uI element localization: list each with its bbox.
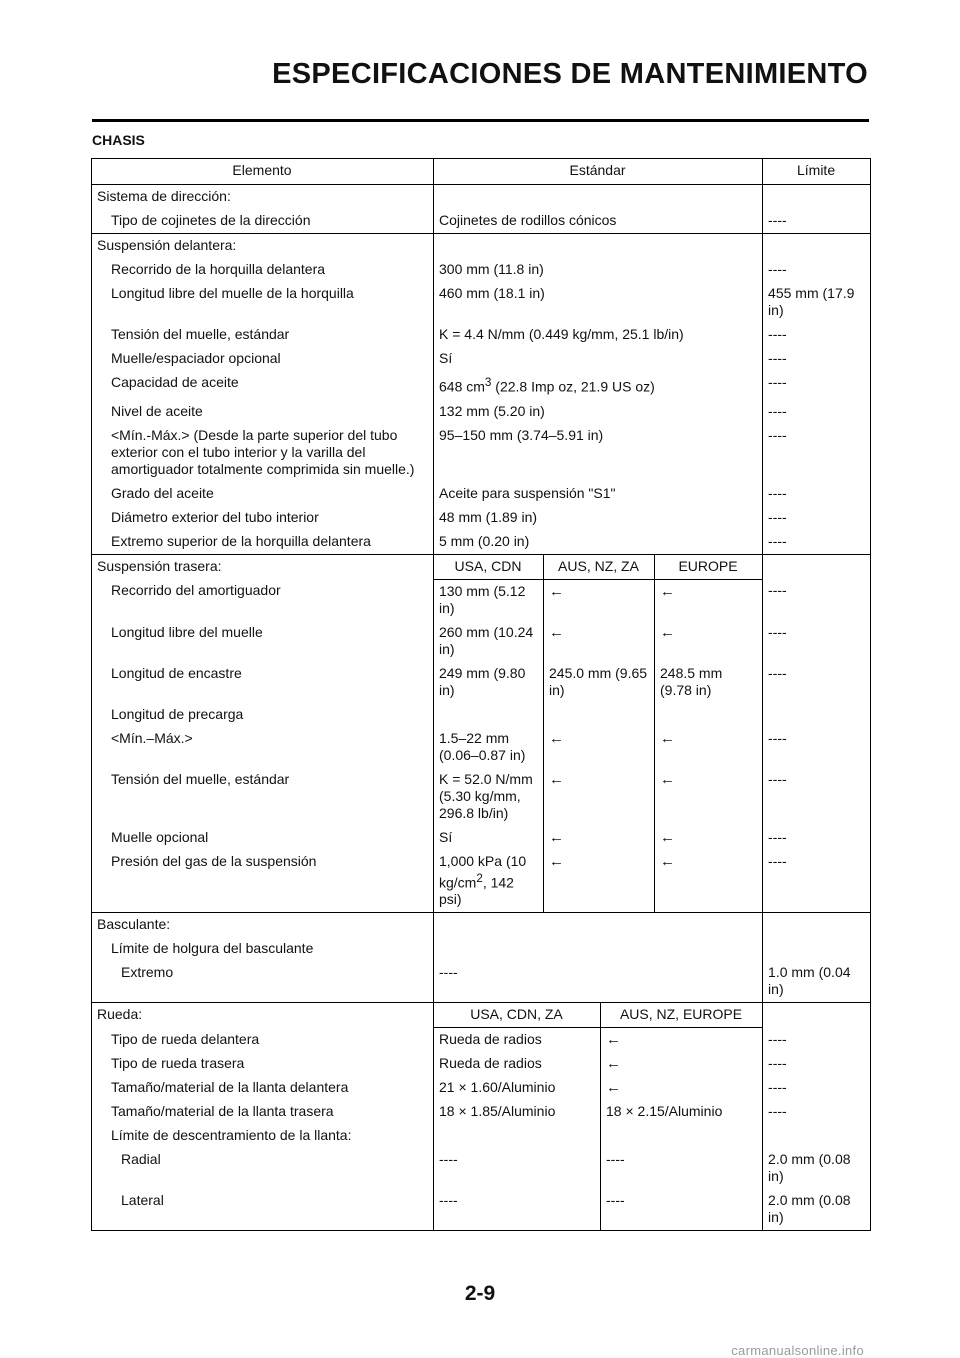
table-row	[92, 424, 871, 482]
row-label: Límite de descentramiento de la llanta:	[92, 1124, 434, 1148]
row-standard: 460 mm (18.1 in)	[434, 282, 763, 323]
region-header: AUS, NZ, EUROPE	[601, 1003, 763, 1028]
table-row	[92, 1028, 871, 1053]
row-label: Muelle/espaciador opcional	[92, 347, 434, 371]
table-row	[92, 850, 871, 913]
row-label: Radial	[92, 1148, 434, 1189]
table-row	[92, 826, 871, 850]
row-limit: ----	[763, 727, 871, 768]
group-swingarm	[92, 913, 871, 1003]
row-limit: ----	[763, 424, 871, 482]
same-as-arrow: ←	[655, 826, 763, 850]
table-row	[92, 913, 871, 938]
row-label: Nivel de aceite	[92, 400, 434, 424]
group-label: Suspensión trasera:	[92, 554, 434, 579]
row-limit: ----	[763, 1100, 871, 1124]
table-row	[92, 961, 871, 1003]
table-row	[92, 234, 871, 259]
row-value-region1: K = 52.0 N/mm (5.30 kg/mm, 296.8 lb/in)	[434, 768, 544, 826]
row-label: Tipo de rueda delantera	[92, 1028, 434, 1053]
row-limit: ----	[763, 530, 871, 555]
table-row	[92, 727, 871, 768]
region-header: EUROPE	[655, 554, 763, 579]
header-limit: Límite	[763, 159, 871, 185]
row-value-region1: Rueda de radios	[434, 1028, 601, 1053]
same-as-arrow: ←	[601, 1076, 763, 1100]
table-row	[92, 323, 871, 347]
row-label: Tipo de cojinetes de la dirección	[92, 209, 434, 234]
row-standard	[434, 371, 763, 400]
table-row	[92, 482, 871, 506]
row-limit: ----	[763, 579, 871, 621]
row-label: Extremo superior de la horquilla delantera	[92, 530, 434, 555]
row-standard: 5 mm (0.20 in)	[434, 530, 763, 555]
row-value-region1: 21 × 1.60/Aluminio	[434, 1076, 601, 1100]
row-limit: 2.0 mm (0.08 in)	[763, 1148, 871, 1189]
group-front-suspension	[92, 234, 871, 555]
group-label: Rueda:	[92, 1003, 434, 1028]
group-steering	[92, 185, 871, 234]
chassis-spec-table	[91, 158, 871, 1231]
row-value-region2: ----	[601, 1189, 763, 1231]
row-value-region3: 248.5 mm (9.78 in)	[655, 662, 763, 703]
table-row	[92, 1076, 871, 1100]
row-standard: Sí	[434, 347, 763, 371]
row-limit: ----	[763, 621, 871, 662]
table-row	[92, 1100, 871, 1124]
row-limit: ----	[763, 482, 871, 506]
table-row	[92, 258, 871, 282]
row-label: Lateral	[92, 1189, 434, 1231]
region-header: USA, CDN, ZA	[434, 1003, 601, 1028]
same-as-arrow: ←	[544, 768, 655, 826]
same-as-arrow: ←	[655, 768, 763, 826]
row-label: Longitud libre del muelle	[92, 621, 434, 662]
row-label: Tipo de rueda trasera	[92, 1052, 434, 1076]
row-value-region2: 18 × 2.15/Aluminio	[601, 1100, 763, 1124]
table-row	[92, 554, 871, 579]
row-label: Recorrido del amortiguador	[92, 579, 434, 621]
same-as-arrow: ←	[655, 621, 763, 662]
table-row	[92, 768, 871, 826]
table-row	[92, 282, 871, 323]
table-row	[92, 1148, 871, 1189]
table-row	[92, 579, 871, 621]
row-value-region1: ----	[434, 1189, 601, 1231]
value-part: 1,000 kPa (10 kg/cm	[439, 852, 527, 891]
row-label: Tamaño/material de la llanta trasera	[92, 1100, 434, 1124]
title-rule	[92, 119, 869, 122]
table-row	[92, 400, 871, 424]
page-title: ESPECIFICACIONES DE MANTENIMIENTO	[272, 58, 868, 90]
table-row	[92, 347, 871, 371]
same-as-arrow: ←	[544, 850, 655, 913]
row-label: Longitud de precarga	[92, 703, 434, 727]
header-row	[92, 159, 871, 185]
row-label: Tamaño/material de la llanta delantera	[92, 1076, 434, 1100]
row-label: Diámetro exterior del tubo interior	[92, 506, 434, 530]
row-label: Longitud libre del muelle de la horquilla	[92, 282, 434, 323]
table-row	[92, 662, 871, 703]
row-label: Presión del gas de la suspensión	[92, 850, 434, 913]
watermark: carmanualsonline.info	[731, 1343, 864, 1358]
row-limit: ----	[763, 400, 871, 424]
value-part: , 142 psi)	[439, 874, 514, 908]
row-label: Grado del aceite	[92, 482, 434, 506]
row-limit: ----	[763, 1076, 871, 1100]
region-header: USA, CDN	[434, 554, 544, 579]
row-label: Muelle opcional	[92, 826, 434, 850]
row-standard: 300 mm (11.8 in)	[434, 258, 763, 282]
group-label: Suspensión delantera:	[92, 234, 434, 259]
row-standard: 95–150 mm (3.74–5.91 in)	[434, 424, 763, 482]
row-limit: ----	[763, 506, 871, 530]
same-as-arrow: ←	[544, 579, 655, 621]
row-limit: 2.0 mm (0.08 in)	[763, 1189, 871, 1231]
table-row	[92, 1189, 871, 1231]
row-value-region1: 249 mm (9.80 in)	[434, 662, 544, 703]
section-heading: CHASIS	[92, 132, 145, 148]
same-as-arrow: ←	[655, 579, 763, 621]
same-as-arrow: ←	[655, 850, 763, 913]
group-rear-suspension	[92, 554, 871, 913]
value-part: (22.8 Imp oz, 21.9 US oz)	[491, 378, 655, 395]
row-limit: ----	[763, 1052, 871, 1076]
table-row	[92, 937, 871, 961]
group-label: Basculante:	[92, 913, 434, 938]
table-row	[92, 530, 871, 555]
table-row	[92, 209, 871, 234]
row-value-region1: 130 mm (5.12 in)	[434, 579, 544, 621]
row-limit: ----	[763, 826, 871, 850]
row-value-region1	[434, 850, 544, 913]
row-limit: ----	[763, 768, 871, 826]
row-value-region2: ----	[601, 1148, 763, 1189]
row-standard: 132 mm (5.20 in)	[434, 400, 763, 424]
value-part: 648 cm	[439, 378, 485, 395]
row-label: Longitud de encastre	[92, 662, 434, 703]
table-row	[92, 1052, 871, 1076]
row-limit: ----	[763, 258, 871, 282]
table-row	[92, 703, 871, 727]
same-as-arrow: ←	[544, 621, 655, 662]
row-value-region1: Sí	[434, 826, 544, 850]
table-row	[92, 1124, 871, 1148]
row-limit: ----	[763, 1028, 871, 1053]
row-standard: 48 mm (1.89 in)	[434, 506, 763, 530]
row-value-region1: 1.5–22 mm (0.06–0.87 in)	[434, 727, 544, 768]
table-header	[92, 159, 871, 185]
row-standard: ----	[434, 961, 763, 1003]
superscript: 3	[484, 376, 492, 389]
row-standard: Cojinetes de rodillos cónicos	[434, 209, 763, 234]
row-standard: K = 4.4 N/mm (0.449 kg/mm, 25.1 lb/in)	[434, 323, 763, 347]
superscript: 2	[476, 871, 483, 885]
row-limit: ----	[763, 662, 871, 703]
row-label: Extremo	[92, 961, 434, 1003]
row-value-region1: 260 mm (10.24 in)	[434, 621, 544, 662]
group-label: Sistema de dirección:	[92, 185, 434, 210]
row-label: <Mín.–Máx.>	[92, 727, 434, 768]
same-as-arrow: ←	[655, 727, 763, 768]
row-value-region1: 18 × 1.85/Aluminio	[434, 1100, 601, 1124]
header-standard: Estándar	[434, 159, 763, 185]
row-label: Límite de holgura del basculante	[92, 937, 434, 961]
row-limit: 455 mm (17.9 in)	[763, 282, 871, 323]
row-label: Tensión del muelle, estándar	[92, 768, 434, 826]
table-row	[92, 1003, 871, 1028]
table-row	[92, 621, 871, 662]
table-row	[92, 185, 871, 210]
region-header: AUS, NZ, ZA	[544, 554, 655, 579]
row-limit: ----	[763, 850, 871, 913]
row-limit: ----	[763, 347, 871, 371]
row-label: <Mín.-Máx.> (Desde la parte superior del tubo exterior con el tubo interior y la varilla del amortiguador totalmente comprimida sin muelle.)	[92, 424, 434, 482]
same-as-arrow: ←	[601, 1052, 763, 1076]
same-as-arrow: ←	[544, 826, 655, 850]
row-value-region2: 245.0 mm (9.65 in)	[544, 662, 655, 703]
row-label: Capacidad de aceite	[92, 371, 434, 400]
page-number: 2-9	[464, 1282, 496, 1305]
row-label: Recorrido de la horquilla delantera	[92, 258, 434, 282]
row-limit: ----	[763, 209, 871, 234]
row-limit: ----	[763, 323, 871, 347]
row-limit: 1.0 mm (0.04 in)	[763, 961, 871, 1003]
row-value-region1: Rueda de radios	[434, 1052, 601, 1076]
same-as-arrow: ←	[601, 1028, 763, 1053]
table-row	[92, 506, 871, 530]
row-value-region1: ----	[434, 1148, 601, 1189]
group-wheel	[92, 1003, 871, 1231]
header-element: Elemento	[92, 159, 434, 185]
same-as-arrow: ←	[544, 727, 655, 768]
row-standard: Aceite para suspensión "S1"	[434, 482, 763, 506]
row-label: Tensión del muelle, estándar	[92, 323, 434, 347]
row-limit: ----	[763, 371, 871, 400]
table-row	[92, 371, 871, 400]
